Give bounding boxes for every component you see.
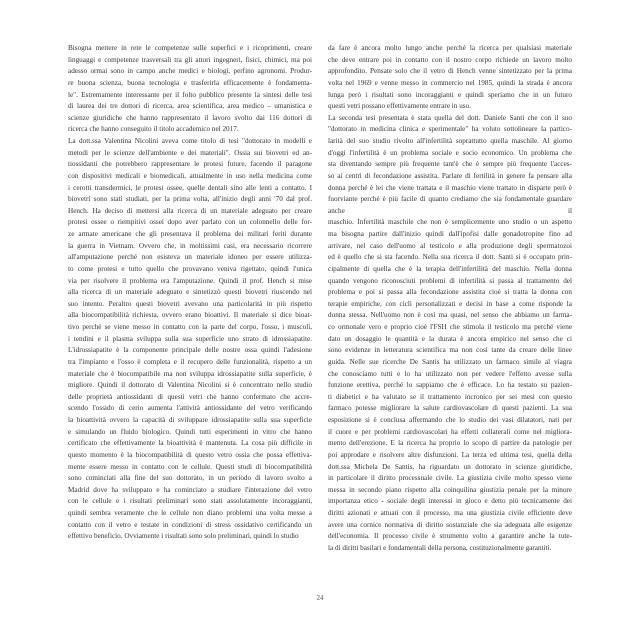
text-line: sta diventando sempre più frequente tant'è che è sempre più frequente l'acces- <box>328 160 572 169</box>
text-line: messa in secondo piano rispetto alla coinquilina giustizia penale per la minore <box>328 485 572 494</box>
text-line: avere una cornice normativa di diritto sostanziale che sia adeguata alle esigenze <box>328 520 572 529</box>
text-line: linguaggi e competenze trasversali tra gli attori ingegneri, fisici, chimici, ma poi <box>68 55 312 64</box>
text-line: mente essere messo in contatto con le cellule. Questi studi di biocompatibilità <box>68 462 312 471</box>
text-line: all'amputazione perché non esisteva un materiale idoneo per essere utilizza- <box>68 253 312 262</box>
text-column-left <box>68 43 312 543</box>
text-line: so ai centri di fecondazione assistita. Parlare di fertilità in genere fa pensare alla <box>328 171 572 180</box>
text-line: tra l'impianto e l'osso è completa e il recupero delle funzionalità, rispetto a un <box>68 357 312 366</box>
text-line: La dott.ssa Valentina Nicolini aveva come titolo di tesi "dottorato in modelli e <box>68 137 312 145</box>
text-line: le". Estremamente interessante per il folto pubblico presente la sintesi delle tesi <box>68 90 312 99</box>
text-line: alla biocompatibilità richiesta, ovvero erano bioattivi. Il materiale si dice bioat- <box>68 311 312 320</box>
text-column-right <box>328 43 572 555</box>
text-line: re buona scienza, buona tecnologia e trasferirla efficacemente è fondamenta- <box>68 78 312 87</box>
text-line: effettivo beneficio. Ovviamente i risultati sono solo preliminari, quindi lo studio <box>68 532 299 541</box>
text-line: ma bisogna partire dall'inizio quindi dall'ipofisi dalle gonadotropine fino ad <box>328 230 572 238</box>
text-line: farmaco potesse migliorare la salute cardiovascolare di questi pazienti. La sua <box>328 404 572 413</box>
text-line: la di diritti basilari e fondamentali della persona, costituzionalmente garantiti. <box>328 543 552 552</box>
text-line: che deve entrare poi in contatto con il nostro corpo richiede un lavoro molto <box>328 55 572 64</box>
text-line: delle proprietà antiossidanti di questi vetri che hanno confermato che accre- <box>68 392 312 401</box>
text-line: i cerotti transdermici, le protesi ossee, quelle dentali sino alle lenti a contatto. I <box>68 183 312 192</box>
text-line: diritti azionati e attuati con il processo, ma una giustizia civile efficiente deve <box>328 509 572 517</box>
text-line: adesso ormai sono in campo anche medici e biologi, perfino agronomi. Produr- <box>68 67 312 76</box>
text-line: "dottorato in medicina clinica e sperimentale" ha voluto sottolineare la partico- <box>328 125 572 134</box>
text-line: d'oggi l'infertilità è un problema sociale e socio economico. Un problema che <box>328 148 572 157</box>
text-line: scienze giuridiche che hanno rappresentato il lavoro svolto dai 116 dottori di <box>68 113 312 122</box>
text-line: biovetri sono stati studiati, per la prima volta, all'inizio degli anni '70 dal prof. <box>68 195 312 204</box>
text-line: dott.ssa Michela De Santis, ha riguardato un dottorato in scienze giuridiche, <box>328 462 572 471</box>
text-line: il cuore e per problemi cardiovascolari ha effetti collaterali come nel migliora- <box>328 427 572 436</box>
text-line: con dispositivi medicali e biomedicali, attualmente in uso nella medicina come <box>68 171 312 180</box>
text-line: quindi sembra veramente che le cellule non diano problemi una volta messe a <box>68 509 312 517</box>
text-line: protesi ossee o riempitivi ossei dopo aver parlato con un colonnello delle for- <box>68 218 312 227</box>
text-line: questi vetri possano effettivamente entrare in uso. <box>328 102 471 111</box>
text-line: scendo l'ossido di cerio aumenta l'attività antiossidante del vetro verificando <box>68 404 312 413</box>
text-line: cipalmente di quella che è la terapia dell'infertilità del maschio. Nella donna <box>328 264 572 273</box>
text-line: via per risolvere il problema era l'amputazione. Quindi il prof. Hench si mise <box>68 276 312 285</box>
text-line: sono cominciati alla fine del suo dottorato, in un periodo di lavoro svolto a <box>68 474 312 483</box>
text-line: metodi per le scienze dell'ambiente e dei materiali". Ossia sui biovetri ed an- <box>68 148 312 157</box>
text-line: dell'economia. Il processo civile è strumento volto a garantire anche la tute- <box>328 532 572 541</box>
text-line: co ormonale vero e proprio cioè l'FSH che stimola il testicolo ma perché viene <box>328 323 572 331</box>
text-line: alla ricerca di un materiale adeguato e sintetizzò questi biovetri riuscendo nel <box>68 288 312 297</box>
text-line: funzione erettiva, perché lo sappiamo che è efficace. Lo ha testato su pazien- <box>328 381 572 390</box>
text-line: la bioattività ovvero la capacità di sviluppare idrossiapatite sulla sua superficie <box>68 416 312 424</box>
page-number: 24 <box>316 594 324 602</box>
text-line: approfondito. Pensate solo che il vetro di Hench venne sintetizzato per la prima <box>328 67 572 76</box>
text-line: ze armate americane che gli presentava il problema dei militari feriti durante <box>68 230 312 238</box>
text-line: problema e poi si passa alla fecondazione assistita cioè si tratta la donna con <box>328 288 572 297</box>
text-line: terapie empiriche, con cicli personalizzati e decisi in base a come risponde la <box>328 299 572 308</box>
text-line: suo intento. Peraltro questi biovetri avevano una particolarità in più rispetto <box>68 299 312 308</box>
text-line: maschio. Infertilità maschile che non è semplicemente uno studio o un aspetto <box>328 218 572 227</box>
text-line: in particolare il diritto processuale civile. La giustizia civile molto spesso viene <box>328 474 572 483</box>
text-line: donna perché è lei che viene trattata e il maschio viene trattato in disparte però è <box>328 183 572 192</box>
text-line: contatto con il vetro e testate in condizioni di stress ossidativo certificando un <box>68 520 312 529</box>
text-line: donna stessa. Nell'uomo non è così ma quasi, nel senso che abbiamo un farma- <box>328 311 572 320</box>
text-line: che conosciamo tutti e lo ha utilizzato non per vedere l'effetto avesse sulla <box>328 369 572 378</box>
text-line: to come protesi e tutto quello che provavano veniva rigettato, quindi l'unica <box>68 264 312 273</box>
text-line: la guerra in Vietnam. Ovvero che, in moltissimi casi, era necessario ricorrere <box>68 241 312 250</box>
text-line: volta nel 1969 e venne messo in commercio nel 1985, quindi la strada è ancora <box>328 78 572 87</box>
text-line: da fare è ancora molto lungo anche perché la ricerca per qualsiasi materiale <box>328 44 572 52</box>
text-line: importanza etico - sociale degli interessi in gioco e detto più tecnicamente dei <box>328 497 572 506</box>
text-line: tiossidanti che potrebbero rappresentare le protesi future, facendo il paragone <box>68 160 312 169</box>
text-line: larità del suo studio rivolto all'infertilità soprattutto quella maschile. Al giorno <box>328 137 572 145</box>
text-line: ti diabetici e ha valutato se il trattamento incronico per sei mesi con questo <box>328 392 572 401</box>
text-line: di laurea dei tre dottori di ricerca, area scientifica, area medico – umanistica e <box>68 102 312 111</box>
text-line: lunga però i risultati sono incoraggianti e quindi speriamo che in un futuro <box>328 90 572 99</box>
text-line: Madrid dove ha sviluppato e ha cominciato a studiare l'interazione del vetro <box>68 485 312 494</box>
text-line: tivo perché se viene messo in contatto con la parte del corpo, l'osso, i muscoli, <box>68 323 312 331</box>
text-line: dato un dosaggio le quantità e la durata è ancora empirico nel senso che ci <box>328 334 572 343</box>
text-line: ricerca che hanno conseguito il titolo accademico nel 2017. <box>68 125 239 134</box>
text-line: Hench. Ha deciso di mettersi alla ricerca di un materiale adeguato per creare <box>68 206 312 215</box>
text-line: con le cellule e i risultati preliminari sono stati assolutamente incoraggianti, <box>68 497 312 506</box>
text-line: L'idrossiapatite è la componente principale delle nostre ossa quindi l'adesione <box>68 346 312 355</box>
text-line: guida. Nelle sue ricerche De Santis ha utilizzato un farmaco simile al viagra <box>328 357 572 366</box>
text-line: migliore. Quindi il dottorato di Valentina Nicolini si è concentrato nello studio <box>68 381 312 390</box>
text-line: fuorviante perché è più facile di quanto crediamo che sia fondamentale guardare anche il <box>328 195 572 215</box>
text-line: i tendini e il plasma sviluppa sulla sua superficie uno strato di idrossiapatite. <box>68 334 312 343</box>
text-line: sono evidenze in letteratura scientifica ma non così tante da creare delle linee <box>328 346 572 355</box>
text-line: quando vengono riconosciuti problemi di infertilità si passa al trattamento del <box>328 276 572 285</box>
text-line: poi approdare e risolvere altre disfunzioni. La terza ed ultima tesi, quella della <box>328 450 572 459</box>
text-line: La seconda tesi presentata è stata quella del dott. Daniele Santi che con il suo <box>328 113 572 122</box>
text-line: questo momento è la biocompatibilità di questo vetro ossia che possa effettiva- <box>68 450 312 459</box>
text-line: mento dell'erezione. E la ricerca ha proprio lo scopo di partire da patologie per <box>328 439 572 448</box>
text-line: Bisogna mettere in rete le competenze sulle superfici e i ricoprimenti, creare <box>68 44 312 52</box>
text-line: ed è quello che si sta facendo. Nella sua ricerca il dott. Santi si è occupato prin- <box>328 253 572 262</box>
text-line: esposizione si è conclusa affermando che lo studio dei vasi dilatatori, nati per <box>328 416 572 424</box>
text-line: arrivare, nel caso dell'uomo al testicolo e alla produzione degli spermatozoi <box>328 241 572 250</box>
text-line: certificato che effettivamente la bioattività è mantenuta. La cosa più difficile in <box>68 439 312 448</box>
text-line: materiale che è biocompatibile ma non sviluppa idrossiapatite sulla superficie, è <box>68 369 312 378</box>
text-line: e simulando un fluido biologico. Quindi tutti esperimenti in vitro che hanno <box>68 427 312 436</box>
